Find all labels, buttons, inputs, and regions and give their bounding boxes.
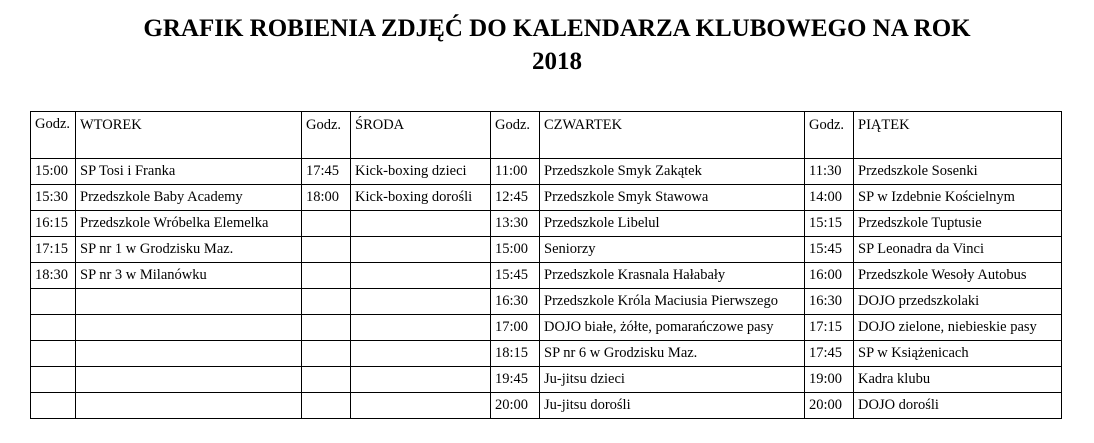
cell-event-piatek: Przedszkole Sosenki bbox=[854, 159, 1062, 185]
table-row bbox=[31, 237, 1062, 263]
cell-time-piatek: 11:30 bbox=[805, 159, 854, 185]
cell-time-wtorek bbox=[31, 341, 76, 367]
cell-time-wtorek: 16:15 bbox=[31, 211, 76, 237]
cell-time-sroda bbox=[302, 341, 351, 367]
cell-time-wtorek bbox=[31, 315, 76, 341]
cell-time-wtorek: 15:30 bbox=[31, 185, 76, 211]
table-row bbox=[31, 263, 1062, 289]
cell-event-czwartek: Przedszkole Krasnala Hałabały bbox=[540, 263, 805, 289]
document-title bbox=[0, 12, 1094, 78]
cell-time-sroda bbox=[302, 211, 351, 237]
cell-event-piatek: Przedszkole Wesoły Autobus bbox=[854, 263, 1062, 289]
table-row bbox=[31, 211, 1062, 237]
cell-time-sroda: 18:00 bbox=[302, 185, 351, 211]
header-row bbox=[31, 112, 1062, 159]
cell-time-czwartek: 16:30 bbox=[491, 289, 540, 315]
cell-event-wtorek: Przedszkole Baby Academy bbox=[76, 185, 302, 211]
cell-event-czwartek: Ju-jitsu dorośli bbox=[540, 393, 805, 419]
header-godz-piatek: Godz. bbox=[805, 112, 854, 159]
cell-time-czwartek: 17:00 bbox=[491, 315, 540, 341]
cell-time-piatek: 20:00 bbox=[805, 393, 854, 419]
cell-event-piatek: SP w Książenicach bbox=[854, 341, 1062, 367]
cell-time-piatek: 19:00 bbox=[805, 367, 854, 393]
cell-event-sroda bbox=[351, 341, 491, 367]
cell-event-wtorek: SP nr 1 w Grodzisku Maz. bbox=[76, 237, 302, 263]
table-row bbox=[31, 393, 1062, 419]
cell-event-sroda bbox=[351, 211, 491, 237]
schedule-body bbox=[31, 159, 1062, 419]
cell-event-piatek: SP w Izdebnie Kościelnym bbox=[854, 185, 1062, 211]
cell-time-sroda bbox=[302, 315, 351, 341]
cell-event-czwartek: DOJO białe, żółte, pomarańczowe pasy bbox=[540, 315, 805, 341]
cell-event-piatek: DOJO zielone, niebieskie pasy bbox=[854, 315, 1062, 341]
cell-time-sroda bbox=[302, 367, 351, 393]
cell-event-wtorek: SP Tosi i Franka bbox=[76, 159, 302, 185]
cell-event-piatek: Kadra klubu bbox=[854, 367, 1062, 393]
cell-event-wtorek bbox=[76, 393, 302, 419]
header-wtorek: WTOREK bbox=[76, 112, 302, 159]
cell-event-sroda bbox=[351, 367, 491, 393]
cell-time-wtorek bbox=[31, 367, 76, 393]
cell-event-sroda bbox=[351, 263, 491, 289]
cell-time-sroda: 17:45 bbox=[302, 159, 351, 185]
cell-time-piatek: 15:15 bbox=[805, 211, 854, 237]
cell-time-czwartek: 18:15 bbox=[491, 341, 540, 367]
cell-event-wtorek bbox=[76, 367, 302, 393]
header-piatek: PIĄTEK bbox=[854, 112, 1062, 159]
cell-event-czwartek: Przedszkole Libelul bbox=[540, 211, 805, 237]
cell-event-sroda bbox=[351, 289, 491, 315]
cell-time-czwartek: 15:45 bbox=[491, 263, 540, 289]
cell-event-sroda: Kick-boxing dzieci bbox=[351, 159, 491, 185]
cell-event-czwartek: Przedszkole Smyk Stawowa bbox=[540, 185, 805, 211]
cell-time-czwartek: 19:45 bbox=[491, 367, 540, 393]
header-godz-sroda: Godz. bbox=[302, 112, 351, 159]
cell-time-sroda bbox=[302, 289, 351, 315]
cell-event-czwartek: Seniorzy bbox=[540, 237, 805, 263]
cell-event-czwartek: Przedszkole Króla Maciusia Pierwszego bbox=[540, 289, 805, 315]
cell-time-czwartek: 11:00 bbox=[491, 159, 540, 185]
header-czwartek: CZWARTEK bbox=[540, 112, 805, 159]
header-godz-wtorek: Godz. bbox=[31, 112, 76, 159]
cell-time-piatek: 17:15 bbox=[805, 315, 854, 341]
cell-time-wtorek: 18:30 bbox=[31, 263, 76, 289]
cell-time-wtorek: 15:00 bbox=[31, 159, 76, 185]
cell-time-piatek: 15:45 bbox=[805, 237, 854, 263]
table-row bbox=[31, 159, 1062, 185]
cell-event-sroda: Kick-boxing dorośli bbox=[351, 185, 491, 211]
title-line-1: GRAFIK ROBIENIA ZDJĘĆ DO KALENDARZA KLUBOWEGO NA ROK bbox=[143, 15, 971, 42]
cell-time-wtorek bbox=[31, 393, 76, 419]
schedule-table bbox=[30, 111, 1062, 419]
cell-event-piatek: Przedszkole Tuptusie bbox=[854, 211, 1062, 237]
cell-event-piatek: SP Leonadra da Vinci bbox=[854, 237, 1062, 263]
cell-event-czwartek: SP nr 6 w Grodzisku Maz. bbox=[540, 341, 805, 367]
cell-time-sroda bbox=[302, 237, 351, 263]
cell-time-piatek: 14:00 bbox=[805, 185, 854, 211]
cell-time-czwartek: 12:45 bbox=[491, 185, 540, 211]
cell-event-piatek: DOJO dorośli bbox=[854, 393, 1062, 419]
cell-event-wtorek bbox=[76, 289, 302, 315]
cell-time-czwartek: 15:00 bbox=[491, 237, 540, 263]
cell-event-wtorek: SP nr 3 w Milanówku bbox=[76, 263, 302, 289]
cell-time-czwartek: 20:00 bbox=[491, 393, 540, 419]
cell-time-wtorek bbox=[31, 289, 76, 315]
cell-time-piatek: 17:45 bbox=[805, 341, 854, 367]
cell-event-sroda bbox=[351, 315, 491, 341]
cell-event-wtorek bbox=[76, 341, 302, 367]
table-row bbox=[31, 367, 1062, 393]
cell-time-wtorek: 17:15 bbox=[31, 237, 76, 263]
header-sroda: ŚRODA bbox=[351, 112, 491, 159]
table-row bbox=[31, 289, 1062, 315]
cell-event-sroda bbox=[351, 393, 491, 419]
cell-event-wtorek bbox=[76, 315, 302, 341]
table-row bbox=[31, 315, 1062, 341]
cell-time-piatek: 16:00 bbox=[805, 263, 854, 289]
cell-event-piatek: DOJO przedszkolaki bbox=[854, 289, 1062, 315]
title-line-2: 2018 bbox=[532, 48, 582, 75]
cell-event-czwartek: Przedszkole Smyk Zakątek bbox=[540, 159, 805, 185]
table-row bbox=[31, 185, 1062, 211]
cell-event-czwartek: Ju-jitsu dzieci bbox=[540, 367, 805, 393]
cell-time-sroda bbox=[302, 393, 351, 419]
cell-time-czwartek: 13:30 bbox=[491, 211, 540, 237]
table-row bbox=[31, 341, 1062, 367]
cell-event-wtorek: Przedszkole Wróbelka Elemelka bbox=[76, 211, 302, 237]
cell-event-sroda bbox=[351, 237, 491, 263]
cell-time-piatek: 16:30 bbox=[805, 289, 854, 315]
cell-time-sroda bbox=[302, 263, 351, 289]
header-godz-czwartek: Godz. bbox=[491, 112, 540, 159]
